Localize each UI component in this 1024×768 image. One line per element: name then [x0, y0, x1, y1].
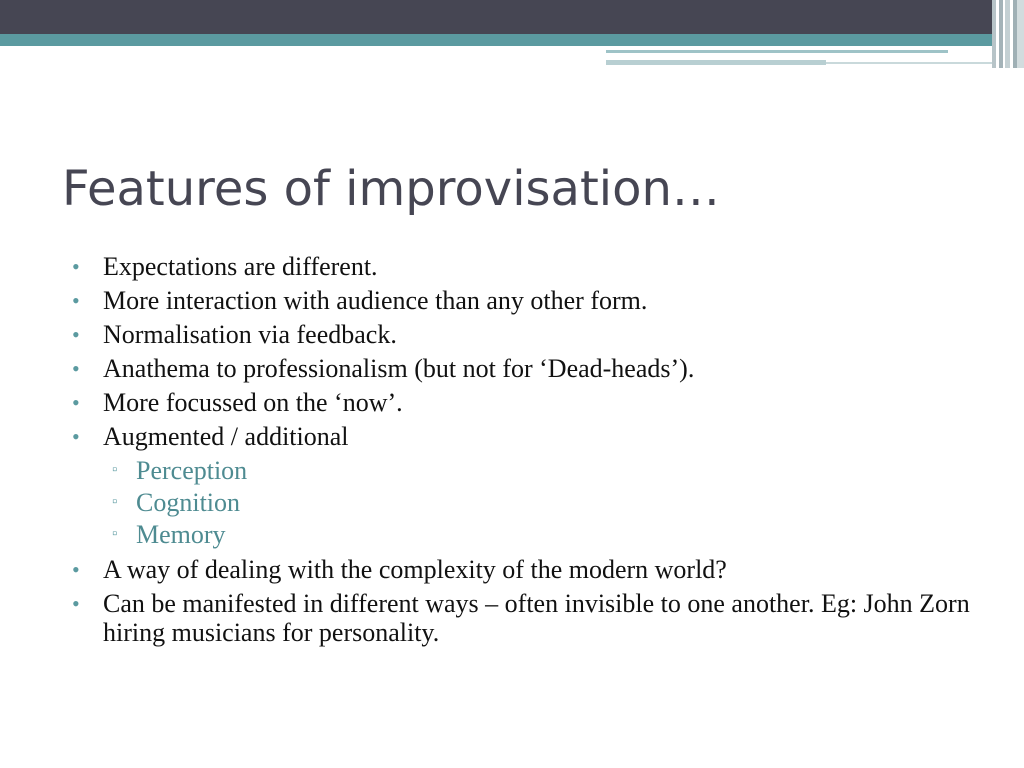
list-item	[72, 320, 972, 349]
list-item	[72, 354, 972, 383]
bullet-text: Can be manifested in different ways – often invisible to one another. Eg: John Zorn hiring musicians for personality.	[103, 589, 970, 647]
list-item	[72, 388, 972, 417]
bullet-icon: •	[72, 356, 80, 381]
bullet-icon: •	[72, 322, 80, 347]
header-accent-line	[826, 62, 996, 64]
bullet-icon: •	[72, 390, 80, 415]
header-accent-line	[606, 50, 948, 53]
bullet-icon: •	[72, 254, 80, 279]
bullet-icon: •	[72, 557, 80, 582]
bullet-text: A way of dealing with the complexity of the modern world?	[103, 555, 727, 584]
sub-bullet-text: Memory	[136, 520, 226, 549]
bullet-icon: •	[72, 424, 80, 449]
sub-list-item	[72, 456, 972, 485]
sub-bullet-text: Perception	[136, 456, 248, 485]
sub-list-item	[72, 488, 972, 517]
list-item	[72, 589, 972, 647]
list-item	[72, 555, 972, 584]
sub-bullet-text: Cognition	[136, 488, 241, 517]
square-bullet-icon: ▫	[112, 462, 118, 478]
bullet-icon: •	[72, 591, 80, 616]
list-item	[72, 252, 972, 281]
header-dark-band	[0, 0, 1024, 34]
slide-title: Features of improvisation…	[62, 161, 720, 217]
header-corner-stripes	[992, 0, 1024, 68]
list-item	[72, 422, 972, 451]
bullet-list	[72, 252, 972, 652]
bullet-text: Normalisation via feedback.	[103, 320, 397, 349]
header-accent-line	[606, 60, 826, 65]
bullet-text: More focussed on the ‘now’.	[103, 388, 403, 417]
bullet-text: Augmented / additional	[103, 422, 349, 451]
square-bullet-icon: ▫	[112, 526, 118, 542]
sub-list-item	[72, 520, 972, 549]
bullet-text: More interaction with audience than any other form.	[103, 286, 648, 315]
bullet-text: Anathema to professionalism (but not for ‘Dead-heads’).	[103, 354, 695, 383]
bullet-text: Expectations are different.	[103, 252, 378, 281]
square-bullet-icon: ▫	[112, 494, 118, 510]
list-item	[72, 286, 972, 315]
header-teal-band	[0, 34, 1024, 46]
bullet-icon: •	[72, 288, 80, 313]
